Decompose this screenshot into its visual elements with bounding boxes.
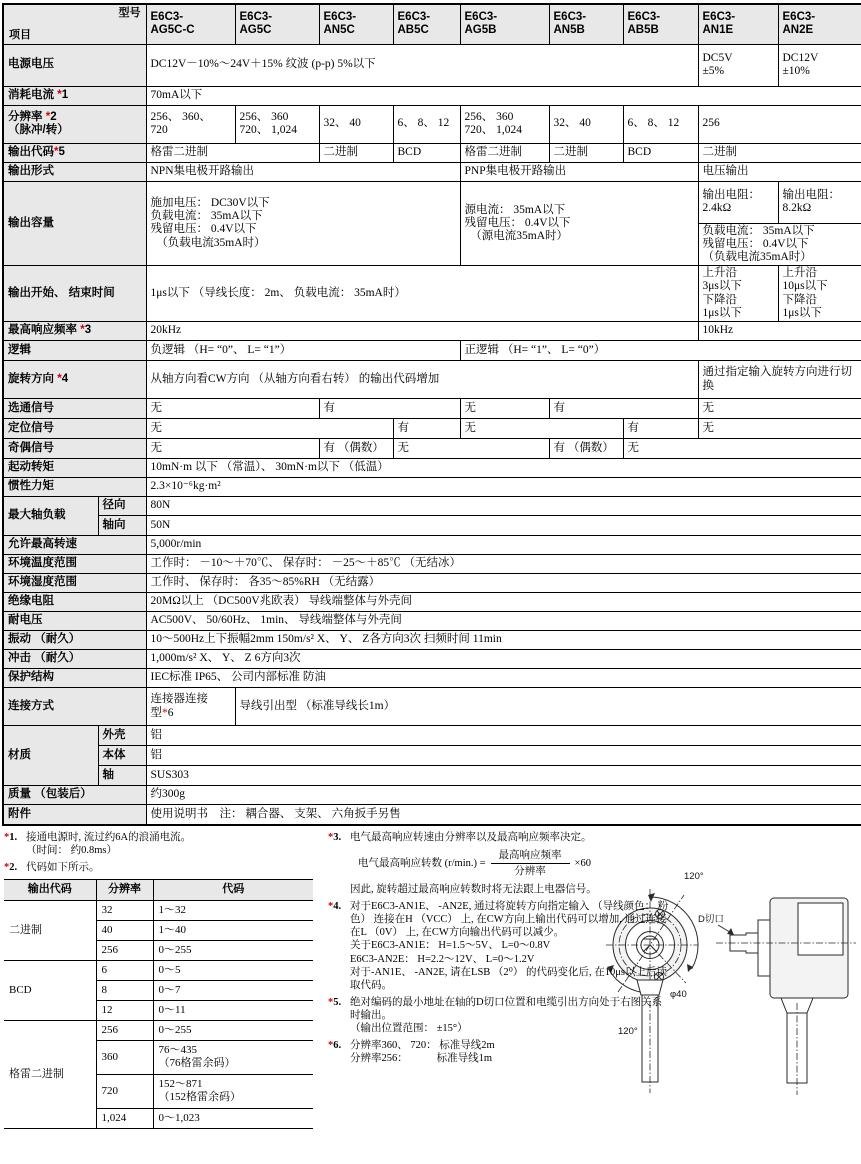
code-value-cell: 1～32 — [153, 900, 313, 920]
row-label-cell: 保护结构 — [3, 669, 146, 688]
dcut-label: D切口 — [698, 913, 724, 925]
code-value-cell: 12 — [96, 1000, 153, 1020]
row-label-cell: 输出形式 — [3, 162, 146, 181]
row-label-cell: 电源电压 — [3, 44, 146, 86]
row-label-cell: 冲击 （耐久） — [3, 650, 146, 669]
table-row — [3, 44, 861, 86]
table-row — [3, 631, 861, 650]
code-value-cell: 152～871 （152格雷余码） — [153, 1074, 313, 1108]
spec-value-cell: 10～500Hz上下振幅2mm 150m/s² X、 Y、 Z各方向3次 扫频时间 11min — [146, 631, 861, 650]
spec-value-cell: 256、 360 720、 1,024 — [235, 105, 319, 143]
row-label-cell: 定位信号 — [3, 419, 146, 439]
row-sublabel-cell: 外壳 — [98, 726, 146, 746]
spec-value-cell: PNP集电极开路输出 — [460, 162, 698, 181]
row-label-cell: 耐电压 — [3, 612, 146, 631]
table-row — [3, 86, 861, 105]
spec-value-cell: 256、 360 720、 1,024 — [460, 105, 549, 143]
spec-value-cell: 无 — [460, 419, 623, 439]
table-row — [3, 612, 861, 631]
table-row — [3, 766, 861, 786]
table-row — [4, 900, 313, 920]
spec-value-cell: 格雷二进制 — [460, 143, 549, 162]
spec-value-cell: 工作时： －10～＋70℃、 保存时： －25～＋85℃ （无结冰） — [146, 555, 861, 574]
table-row — [3, 688, 861, 726]
formula-denominator: 分辨率 — [514, 865, 546, 877]
spec-value-cell: 无 — [146, 419, 393, 439]
response-speed-formula — [358, 849, 672, 878]
row-label-cell: 最高响应频率 *3 — [3, 322, 146, 341]
row-label-cell: 最大轴负载 — [3, 497, 98, 536]
spec-value-cell: 20MΩ以上 （DC500V兆欧表） 导线端整体与外壳间 — [146, 593, 861, 612]
row-sublabel-cell: 轴向 — [98, 516, 146, 536]
row-sublabel-cell: 径向 — [98, 497, 146, 516]
table-row — [4, 1020, 313, 1040]
row-sublabel-cell: 轴 — [98, 766, 146, 786]
spec-value-cell: 正逻辑 （H= “1”、 L= “0”） — [460, 341, 861, 361]
spec-value-cell: 使用说明书 注： 耦合器、 支架、 六角扳手另售 — [146, 805, 861, 825]
spec-value-cell: 有 — [623, 419, 698, 439]
spec-value-cell: IEC标准 IP65、 公司内部标准 防油 — [146, 669, 861, 688]
code-value-cell: 360 — [96, 1040, 153, 1074]
footnote-marker: *3. — [328, 831, 342, 843]
spec-value-cell: 20kHz — [146, 322, 698, 341]
footnote-paragraph: 因此, 旋转超过最高响应转数时将无法跟上电器信号。 — [350, 883, 597, 895]
row-label-cell: 旋转方向 *4 — [3, 361, 146, 399]
code-value-cell: 分辨率 — [96, 879, 153, 900]
model-header-AG5C: E6C3- AG5C — [235, 4, 319, 44]
spec-value-cell: 无 — [146, 439, 319, 459]
spec-value-cell: 导线引出型 （标准导线长1m） — [235, 688, 861, 726]
footnote-2 — [4, 861, 328, 875]
spec-value-cell: 70mA以下 — [146, 86, 861, 105]
row-label-cell: 选通信号 — [3, 399, 146, 419]
row-label-cell: 材质 — [3, 726, 98, 786]
spec-value-cell: SUS303 — [146, 766, 861, 786]
table-row — [3, 786, 861, 805]
spec-value-cell: 256 — [698, 105, 861, 143]
spec-value-cell: 上升沿 10μs以下 下降沿 1μs以下 — [778, 266, 861, 322]
spec-value-cell: 无 — [393, 439, 549, 459]
code-value-cell: 0～255 — [153, 1020, 313, 1040]
table-row — [3, 555, 861, 574]
spec-value-cell: 通过指定输入旋转方向进行切换 — [698, 361, 861, 399]
spec-value-cell: 1,000m/s² X、 Y、 Z 6方向3次 — [146, 650, 861, 669]
footnote-body — [350, 831, 672, 898]
row-label-cell: 输出容量 — [3, 181, 146, 266]
output-code-table — [4, 879, 313, 1129]
footnote-marker: *1. — [4, 831, 18, 843]
spec-value-cell: 5,000r/min — [146, 536, 861, 555]
code-value-cell: 720 — [96, 1074, 153, 1108]
spec-value-cell: 二进制 — [549, 143, 623, 162]
table-row — [3, 650, 861, 669]
spec-value-cell: 二进制 — [698, 143, 861, 162]
spec-value-cell: 工作时、 保存时： 各35～85%RH （无结露） — [146, 574, 861, 593]
model-header-AB5C: E6C3- AB5C — [393, 4, 460, 44]
code-value-cell: 40 — [96, 920, 153, 940]
spec-value-cell: 无 — [146, 399, 319, 419]
footnote-1 — [4, 831, 328, 858]
table-row — [3, 419, 861, 439]
footnote-5 — [328, 996, 861, 1036]
spec-value-cell: 铝 — [146, 746, 861, 766]
footnote-body — [350, 1039, 672, 1066]
row-label-cell: 输出开始、 结束时间 — [3, 266, 146, 322]
footnote-marker: *2. — [4, 861, 18, 873]
spec-value-cell: 32、 40 — [549, 105, 623, 143]
spec-value-cell: 二进制 — [319, 143, 393, 162]
spec-value-cell: 256、 360、 720 — [146, 105, 235, 143]
table-row — [3, 574, 861, 593]
table-row — [3, 746, 861, 766]
footnote-paragraph: 绝对编码的最小地址在轴的D切口位置和电缆引出方向处于右图关系时输出。 （输出位置范围： ±15°） — [350, 996, 663, 1035]
footnote-4 — [328, 900, 861, 993]
footnote-body — [350, 900, 672, 993]
spec-value-cell: 无 — [698, 399, 861, 419]
spec-value-cell: 负逻辑 （H= “0”、 L= “1”） — [146, 341, 460, 361]
model-header-AG5C-C: E6C3- AG5C-C — [146, 4, 235, 44]
code-value-cell: 8 — [96, 980, 153, 1000]
footnote-marker: *5. — [328, 996, 342, 1008]
footnote-marker: *4. — [328, 901, 342, 913]
code-value-cell: 0～255 — [153, 940, 313, 960]
spec-table — [2, 3, 861, 826]
spec-value-cell: 格雷二进制 — [146, 143, 319, 162]
footnote-paragraph: 代码如下所示。 — [26, 861, 100, 873]
row-label-cell: 逻辑 — [3, 341, 146, 361]
row-label-cell: 奇偶信号 — [3, 439, 146, 459]
formula-rhs: ×60 — [574, 857, 591, 869]
spec-value-cell: 有 — [319, 399, 460, 419]
code-value-cell: 1～40 — [153, 920, 313, 940]
spec-value-cell: 输出电阻： 2.4kΩ — [698, 181, 778, 223]
code-value-cell: 32 — [96, 900, 153, 920]
table-row — [3, 805, 861, 825]
spec-value-cell: NPN集电极开路输出 — [146, 162, 460, 181]
spec-value-cell: BCD — [623, 143, 698, 162]
footnote-3 — [328, 831, 861, 898]
footnotes-left-column — [4, 831, 328, 1131]
footnote-body — [26, 861, 328, 875]
table-row — [4, 960, 313, 980]
footnote-list-right — [328, 831, 861, 1067]
formula-numerator: 最高响应频率 — [491, 849, 570, 864]
table-row — [3, 361, 861, 399]
shaft-diameter-label: φ40 — [670, 988, 687, 1000]
model-header-AB5B: E6C3- AB5B — [623, 4, 698, 44]
table-row — [3, 322, 861, 341]
row-label-cell: 振动 （耐久） — [3, 631, 146, 650]
formula-fraction — [491, 849, 570, 878]
spec-value-cell: 约300g — [146, 786, 861, 805]
corner-header-cell — [3, 4, 146, 44]
model-header-AN5B: E6C3- AN5B — [549, 4, 623, 44]
spec-value-cell: 负载电流： 35mA以下 残留电压： 0.4V以下 （负载电流35mA时） — [698, 223, 861, 266]
table-row — [3, 181, 861, 223]
table-row — [3, 478, 861, 497]
footnote-paragraph: 接通电源时, 流过约6A的浪涌电流。 （时间： 约0.8ms） — [26, 831, 192, 856]
spec-value-cell: 6、 8、 12 — [623, 105, 698, 143]
model-header-AG5B: E6C3- AG5B — [460, 4, 549, 44]
spec-value-cell: 有 （偶数） — [319, 439, 393, 459]
table-row — [3, 341, 861, 361]
code-value-cell: 输出代码 — [4, 879, 96, 900]
code-value-cell: 0～5 — [153, 960, 313, 980]
code-value-cell: 代码 — [153, 879, 313, 900]
table-row — [3, 536, 861, 555]
spec-value-cell: 铝 — [146, 726, 861, 746]
footnote-list-left — [4, 831, 328, 875]
spec-value-cell: DC5V ±5% — [698, 44, 778, 86]
table-row — [3, 669, 861, 688]
spec-value-cell: 无 — [698, 419, 861, 439]
spec-value-cell: 施加电压： DC30V以下 负载电流： 35mA以下 残留电压： 0.4V以下 （负载电流35mA时） — [146, 181, 460, 266]
code-value-cell: BCD — [4, 960, 96, 1020]
table-row — [3, 143, 861, 162]
code-value-cell: 256 — [96, 940, 153, 960]
spec-value-cell: 上升沿 3μs以下 下降沿 1μs以下 — [698, 266, 778, 322]
row-label-cell: 环境湿度范围 — [3, 574, 146, 593]
row-label-cell: 分辨率 *2 （脉冲/转） — [3, 105, 146, 143]
spec-value-cell: 2.3×10⁻⁶kg·m² — [146, 478, 861, 497]
table-row — [3, 162, 861, 181]
spec-value-cell: 50N — [146, 516, 861, 536]
spec-value-cell: 从轴方向看CW方向 （从轴方向看右转） 的输出代码增加 — [146, 361, 698, 399]
footnote-6 — [328, 1039, 861, 1066]
corner-model-label: 型号 — [118, 7, 141, 19]
spec-value-cell: AC500V、 50/60Hz、 1min、 导线端整体与外壳间 — [146, 612, 861, 631]
row-label-cell: 连接方式 — [3, 688, 146, 726]
table-row — [3, 459, 861, 478]
spec-value-cell: DC12V－10%～24V＋15% 纹波 (p-p) 5%以下 — [146, 44, 698, 86]
footnote-body — [350, 996, 672, 1036]
model-header-AN2E: E6C3- AN2E — [778, 4, 861, 44]
table-row — [3, 497, 861, 516]
code-value-cell: 0～7 — [153, 980, 313, 1000]
spec-value-cell: DC12V ±10% — [778, 44, 861, 86]
footnote-paragraph: 对于E6C3-AN1E、 -AN2E, 通过将旋转方向指定输入 （导线颜色： 粉色） 连接在H （VCC） 上, 在CW方向上输出代码可以增加, 通过连接在L （0V） 上, 在CW方向输出代码可以减少。 关于E6C3-AN1E： H=1.5～5V、 L=0～0.8V E6C3-AN2E： H=2.2～12V、 L=0～1.2V 对于-AN1E、 -AN2E, 请在LSB （2⁰） 的代码变化后, 在10μs以上后读取代码。 — [350, 901, 669, 991]
footnote-marker: *6. — [328, 1040, 342, 1052]
table-row — [3, 266, 861, 322]
spec-value-cell: 有 （偶数） — [549, 439, 623, 459]
table-row — [3, 726, 861, 746]
footnote-body — [26, 831, 328, 858]
spec-value-cell: 32、 40 — [319, 105, 393, 143]
table-row — [4, 879, 313, 900]
spec-value-cell: 无 — [460, 399, 549, 419]
table-row — [3, 399, 861, 419]
footnote-paragraph: 分辨率360、 720： 标准导线2m 分辨率256： 标准导线1m — [350, 1040, 495, 1065]
spec-value-cell: 电压输出 — [698, 162, 861, 181]
row-label-cell: 起动转矩 — [3, 459, 146, 478]
spec-value-cell: 无 — [623, 439, 861, 459]
row-label-cell: 允许最高转速 — [3, 536, 146, 555]
code-value-cell: 二进制 — [4, 900, 96, 960]
model-header-AN1E: E6C3- AN1E — [698, 4, 778, 44]
spec-value-cell: 有 — [393, 419, 460, 439]
code-value-cell: 76～435 （76格雷余码） — [153, 1040, 313, 1074]
angle-bottom-label: 120° — [618, 1025, 638, 1037]
row-label-cell: 输出代码*5 — [3, 143, 146, 162]
angle-top-label: 120° — [684, 870, 704, 882]
code-value-cell: 0～1,023 — [153, 1108, 313, 1128]
table-row — [3, 593, 861, 612]
spec-value-cell: 1μs以下 （导线长度： 2m、 负载电流： 35mA时） — [146, 266, 698, 322]
spec-value-cell: 10mN·m 以下 （常温）、 30mN·m以下 （低温） — [146, 459, 861, 478]
row-sublabel-cell: 本体 — [98, 746, 146, 766]
spec-value-cell: 输出电阻： 8.2kΩ — [778, 181, 861, 223]
row-label-cell: 消耗电流 *1 — [3, 86, 146, 105]
code-value-cell: 1,024 — [96, 1108, 153, 1128]
table-row — [3, 105, 861, 143]
spec-value-cell: BCD — [393, 143, 460, 162]
spec-value-cell: 6、 8、 12 — [393, 105, 460, 143]
spec-value-cell: 80N — [146, 497, 861, 516]
row-label-cell: 绝缘电阻 — [3, 593, 146, 612]
footnotes-section — [0, 831, 861, 1131]
spec-value-cell: 连接器连接 型*6 — [146, 688, 235, 726]
row-label-cell: 附件 — [3, 805, 146, 825]
spec-value-cell: 10kHz — [698, 322, 861, 341]
row-label-cell: 环境温度范围 — [3, 555, 146, 574]
table-row — [3, 4, 861, 44]
footnote-paragraph: 电气最高响应转速由分辨率以及最高响应频率决定。 — [350, 831, 592, 843]
code-value-cell: 0～11 — [153, 1000, 313, 1020]
spec-value-cell: 有 — [549, 399, 698, 419]
code-value-cell: 256 — [96, 1020, 153, 1040]
corner-item-label: 项目 — [9, 28, 31, 41]
row-label-cell: 惯性力矩 — [3, 478, 146, 497]
code-value-cell: 6 — [96, 960, 153, 980]
table-row — [3, 516, 861, 536]
table-row — [3, 439, 861, 459]
footnotes-right-column — [328, 831, 861, 1131]
spec-value-cell: 源电流： 35mA以下 残留电压： 0.4V以下 （源电流35mA时） — [460, 181, 698, 266]
model-header-AN5C: E6C3- AN5C — [319, 4, 393, 44]
code-value-cell: 格雷二进制 — [4, 1020, 96, 1128]
formula-lhs: 电气最高响应转数 (r/min.) = — [358, 857, 486, 869]
row-label-cell: 质量 （包装后） — [3, 786, 146, 805]
